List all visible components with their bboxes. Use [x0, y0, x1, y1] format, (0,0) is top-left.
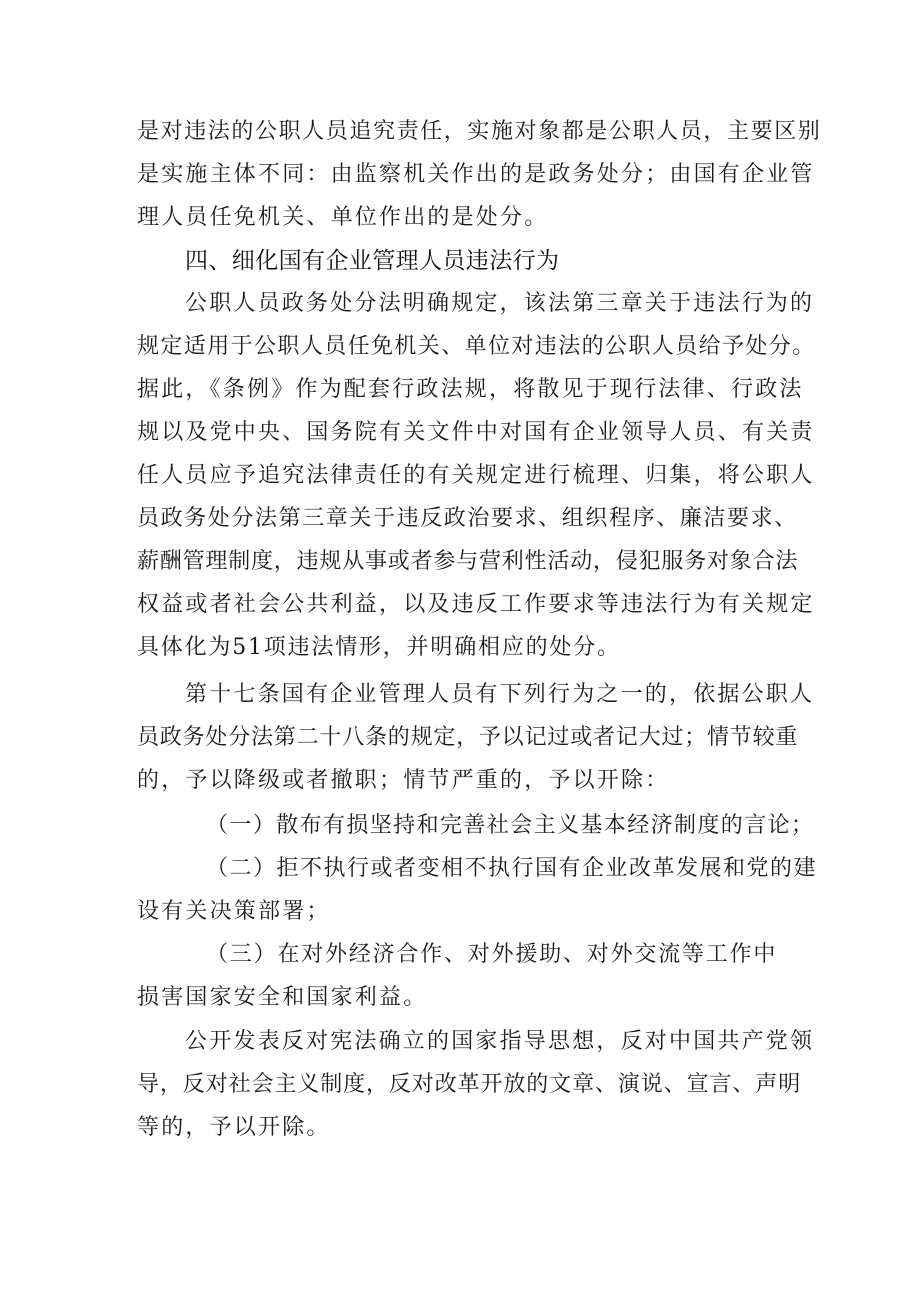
text-line: 薪酬管理制度，违规从事或者参与营利性活动，侵犯服务对象合法	[137, 549, 799, 574]
text-line: 是对违法的公职人员追究责任，实施对象都是公职人员，主要区别	[137, 119, 822, 144]
text-line: 理人员任免机关、单位作出的是处分。	[137, 205, 549, 230]
text-line: 设有关决策部署；	[137, 899, 331, 924]
text-line: 公开发表反对宪法确立的国家指导思想，反对中国共产党领	[185, 1029, 815, 1054]
list-item: （一）散布有损坚持和完善社会主义基本经济制度的言论；	[206, 813, 815, 838]
text-line: 导，反对社会主义制度，反对改革开放的文章、演说、宣言、声明	[137, 1072, 802, 1097]
text-line: 员政务处分法第三章关于违反政治要求、组织程序、廉洁要求、	[137, 506, 798, 531]
text-line: 是实施主体不同：由监察机关作出的是政务处分；由国有企业管	[137, 162, 815, 187]
text-line: 的，予以降级或者撤职；情节严重的，予以开除：	[137, 768, 670, 793]
list-item: （三）在对外经济合作、对外援助、对外交流等工作中	[206, 942, 778, 967]
text-line: 损害国家安全和国家利益。	[137, 985, 428, 1010]
text-line: 等的，予以开除。	[137, 1115, 331, 1140]
list-item: （二）拒不执行或者变相不执行国有企业改革发展和党的建	[206, 856, 818, 881]
text-line: 任人员应予追究法律责任的有关规定进行梳理、归集，将公职人	[137, 463, 815, 488]
section-heading: 四、细化国有企业管理人员违法行为	[185, 248, 560, 274]
text-line: 第十七条国有企业管理人员有下列行为之一的，依据公职人	[185, 682, 815, 707]
text-line: 规以及党中央、国务院有关文件中对国有企业领导人员、有关责	[137, 420, 815, 445]
text-line: 规定适用于公职人员任免机关、单位对违法的公职人员给予处分。	[137, 334, 816, 359]
text-line: 权益或者社会公共利益，以及违反工作要求等违法行为有关规定	[137, 592, 815, 617]
text-line: 公职人员政务处分法明确规定，该法第三章关于违法行为的	[185, 291, 815, 316]
text-line: 员政务处分法第二十八条的规定，予以记过或者记大过；情节较重	[137, 725, 799, 750]
text-line: 具体化为51项违法情形，并明确相应的处分。	[137, 635, 621, 660]
text-line: 据此，《条例》作为配套行政法规，将散见于现行法律、行政法	[137, 377, 804, 402]
